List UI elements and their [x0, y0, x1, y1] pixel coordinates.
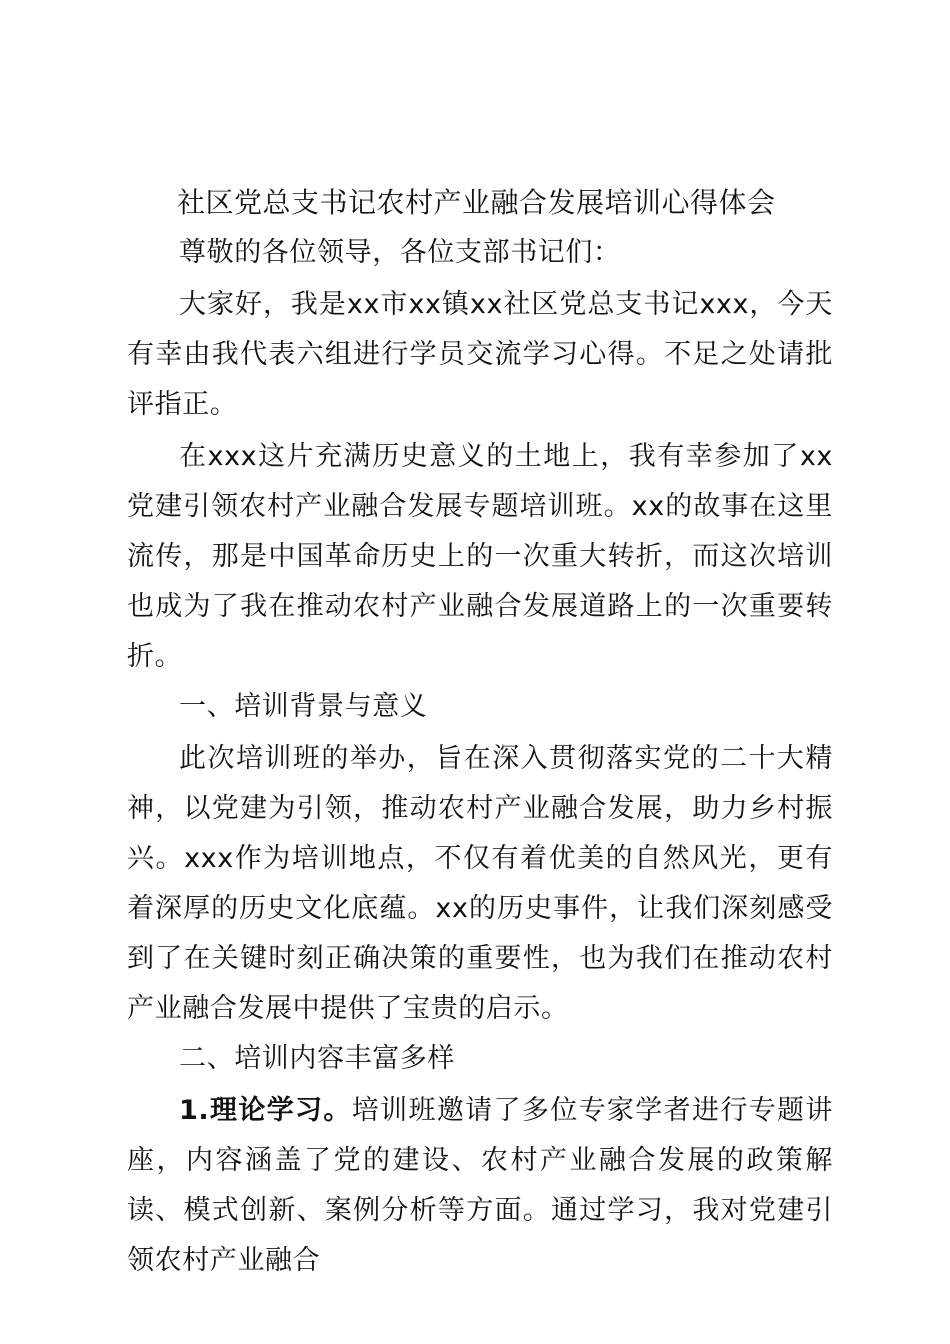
section-heading-background: 一、培训背景与意义 [179, 691, 428, 722]
item-text-theory: 培训班邀请了多位专家学者进行专题讲座，内容涵盖了党的建设、农村产业融合发展的政策解读、模式创新、案例分析等方面。通过学习，我对党建引领农村产业融合 [127, 1095, 833, 1276]
paragraph-background: 此次培训班的举办，旨在深入贯彻落实党的二十大精神，以党建为引领，推动农村产业融合发展，助力乡村振兴。xxx作为培训地点，不仅有着优美的自然风光，更有着深厚的历史文化底蕴。xx的历史事件，让我们深刻感受到了在关键时刻正确决策的重要性，也为我们在推动农村产业融合发展中提供了宝贵的启示。 [127, 743, 833, 1024]
paragraph-intro: 大家好，我是xx市xx镇xx社区党总支书记xxx，今天有幸由我代表六组进行学员交流学习心得。不足之处请批评指正。 [127, 289, 833, 420]
document-page [127, 178, 833, 1286]
document-title: 社区党总支书记农村产业融合发展培训心得体会 [177, 186, 776, 219]
paragraph-theory-study [127, 1086, 833, 1286]
paragraph-location: 在xxx这片充满历史意义的土地上，我有幸参加了xx党建引领农村产业融合发展专题培训班。xx的故事在这里流传，那是中国革命历史上的一次重大转折，而这次培训也成为了我在推动农村产业融合发展道路上的一次重要转折。 [127, 441, 833, 672]
greeting: 尊敬的各位领导，各位支部书记们： [179, 237, 621, 268]
item-label-theory: 1.理论学习。 [179, 1095, 352, 1126]
section-heading-content: 二、培训内容丰富多样 [179, 1043, 455, 1074]
